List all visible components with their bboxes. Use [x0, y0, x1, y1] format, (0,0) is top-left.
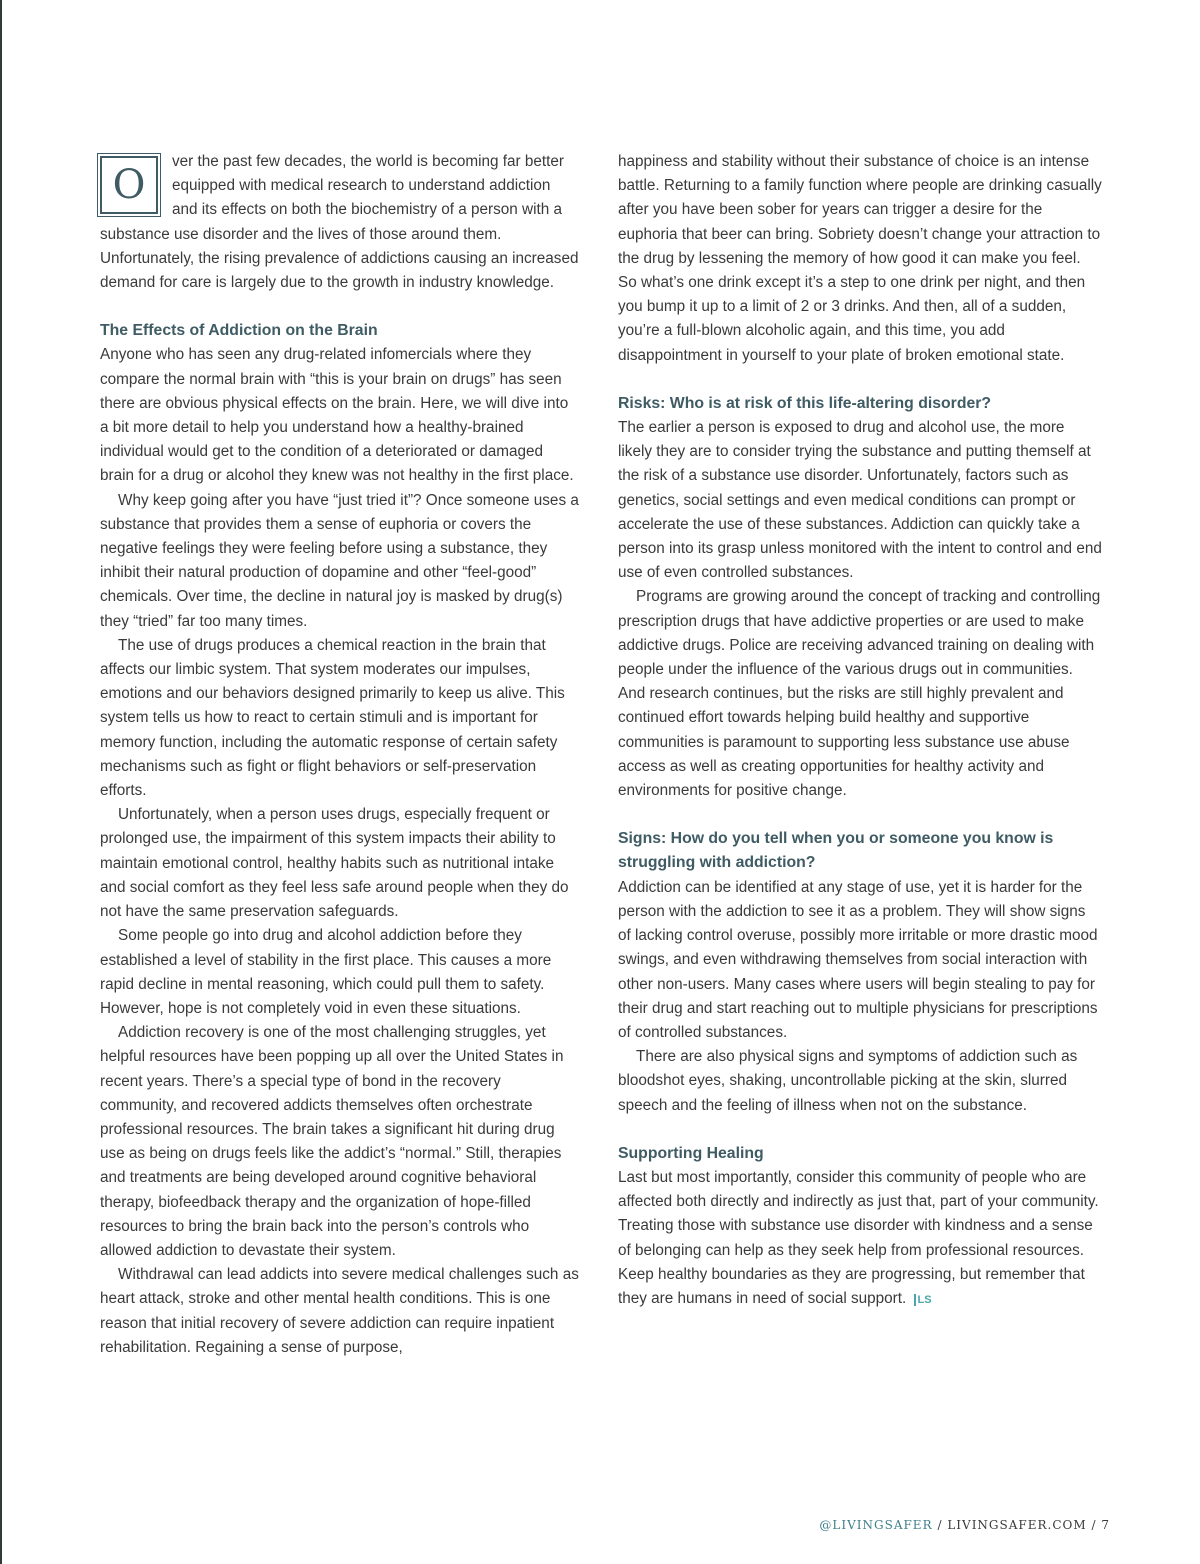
- page-edge-line: [0, 0, 2, 1564]
- brain-paragraph-2: Why keep going after you have “just tried it”? Once someone uses a substance that provides them a sense of euphoria or covers the negative feelings they were feeling before using a substance, they inhibit their natural production of dopamine and other “feel-good” chemicals. Over time, the decline in natural joy is masked by drug(s) they “tried” far too many times.: [100, 491, 579, 630]
- brain-paragraph-6: Addiction recovery is one of the most challenging struggles, yet helpful resources have been popping up all over the United States in recent years. There’s a special type of bond in the recovery community, and recovered addicts themselves often orchestrate professional resources. The brain takes a significant hit during drug use as being on drugs feels like the addict’s “normal.” Still, therapies and treatments are being developed around cognitive behavioral therapy, biofeedback therapy and the organization of hope-filled resources to bring the brain back into the person’s controls who allowed addiction to devastate their system.: [100, 1024, 564, 1259]
- intro-paragraph: ver the past few decades, the world is becoming far better equipped with medical research to understand addiction and its effects on both the biochemistry of a person with a substance use disorder and the lives of those around them. Unfortunately, the rising prevalence of addictions causing an increased demand for care is largely due to the growth in industry knowledge.: [100, 153, 579, 292]
- healing-paragraph-text: Last but most importantly, consider this community of people who are affected both directly and indirectly as just that, part of your community. Treating those with substance use disorder with kindness and a sense of belonging can help as they seek help from professional resources. Keep healthy boundaries as they are progressing, but remember that they are humans in need of social support.: [618, 1168, 1099, 1307]
- brain-paragraph-3: The use of drugs produces a chemical reaction in the brain that affects our limbic system. That system moderates our impulses, emotions and our behaviors designed primarily to keep us alive. This system tells us how to react to certain stimuli and is important for memory function, including the automatic response of certain safety mechanisms such as fight or flight behaviors or self-preservation efforts.: [100, 636, 565, 800]
- footer-separator: /: [937, 1518, 943, 1532]
- page-footer: [819, 1518, 1110, 1532]
- heading-risks: Risks: Who is at risk of this life-altering disorder?: [618, 394, 992, 412]
- footer-page-number: 7: [1101, 1518, 1110, 1532]
- right-column: [618, 150, 1102, 1311]
- brain-paragraph-7: Withdrawal can lead addicts into severe medical challenges such as heart attack, stroke and other mental health conditions. This is one reason that initial recovery of severe addiction can require inpatient rehabilitation. Regaining a sense of purpose,: [100, 1266, 579, 1356]
- dropcap-letter: O: [100, 156, 158, 214]
- heading-signs: Signs: How do you tell when you or someone you know is struggling with addiction?: [618, 830, 1054, 872]
- end-mark-logo: LS: [914, 1294, 932, 1306]
- heading-effects-on-brain: The Effects of Addiction on the Brain: [100, 322, 378, 340]
- footer-separator: /: [1091, 1518, 1097, 1532]
- brain-paragraph-4: Unfortunately, when a person uses drugs, especially frequent or prolonged use, the impairment of this system impacts their ability to maintain emotional control, healthy habits such as nutritional intake and social comfort as they feel less safe around people when they do not have the same preservation safeguards.: [100, 806, 569, 921]
- risks-paragraph-1: The earlier a person is exposed to drug and alcohol use, the more likely they are to consider trying the substance and putting themself at the risk of a substance use disorder. Unfortunately, factors such as genetics, social settings and even medical conditions can prompt or accelerate the use of these substances. Addiction can quickly take a person into its grasp unless monitored with the intent to control and end use of even controlled substances.: [618, 419, 1102, 582]
- brain-paragraph-continued: happiness and stability without their substance of choice is an intense battle. Returning to a family function where people are drinking casually after you have been sober for years can trigger a desire for the euphoria that beer can bring. Sobriety doesn’t change your attraction to the drug by lessening the memory of how good it can make you feel. So what’s one drink except it’s a step to one drink per night, and then you bump it up to a limit of 2 or 3 drinks. And then, all of a sudden, you’re a full-blown alcoholic again, and this time, you add disappointment in yourself to your plate of broken emotional state.: [618, 153, 1102, 364]
- signs-paragraph-2: There are also physical signs and symptoms of addiction such as bloodshot eyes, shaking, uncontrollable picking at the skin, slurred speech and the feeling of illness when not on the substance.: [618, 1048, 1078, 1114]
- signs-paragraph-1: Addiction can be identified at any stage of use, yet it is harder for the person with the addiction to see it as a problem. They will show signs of lacking control overuse, possibly more irritable or more drastic mood swings, and even withdrawing themselves from social interaction with other non-users. Many cases where users will begin stealing to pay for their drug and start reaching out to multiple physicians for prescriptions of controlled substances.: [618, 878, 1098, 1041]
- brain-paragraph-1: Anyone who has seen any drug-related infomercials where they compare the normal brain with “this is your brain on drugs” has seen there are obvious physical effects on the brain. Here, we will dive into a bit more detail to help you understand how a healthy-brained individual would get to the condition of a deteriorated or damaged brain for a drug or alcohol they knew was not healthy in the first place.: [100, 346, 574, 485]
- footer-social-handle[interactable]: @LIVINGSAFER: [819, 1518, 933, 1532]
- heading-supporting-healing: Supporting Healing: [618, 1144, 764, 1162]
- healing-paragraph: [618, 1166, 1102, 1311]
- brain-paragraph-5: Some people go into drug and alcohol addiction before they established a level of stability in the first place. This causes a more rapid decline in mental reasoning, which could pull them to safety. However, hope is not completely void in even these situations.: [100, 927, 552, 1017]
- left-column: [100, 150, 580, 1360]
- footer-website[interactable]: LIVINGSAFER.COM: [947, 1518, 1087, 1532]
- risks-paragraph-2: Programs are growing around the concept of tracking and controlling prescription drugs that have addictive properties or are used to make addictive drugs. Police are receiving advanced training on dealing with people under the influence of the various drugs out in communities. And research continues, but the risks are still highly prevalent and continued effort towards helping build healthy and supportive communities is paramount to supporting less substance use abuse access as well as creating opportunities for healthy activity and environments for positive change.: [618, 588, 1101, 800]
